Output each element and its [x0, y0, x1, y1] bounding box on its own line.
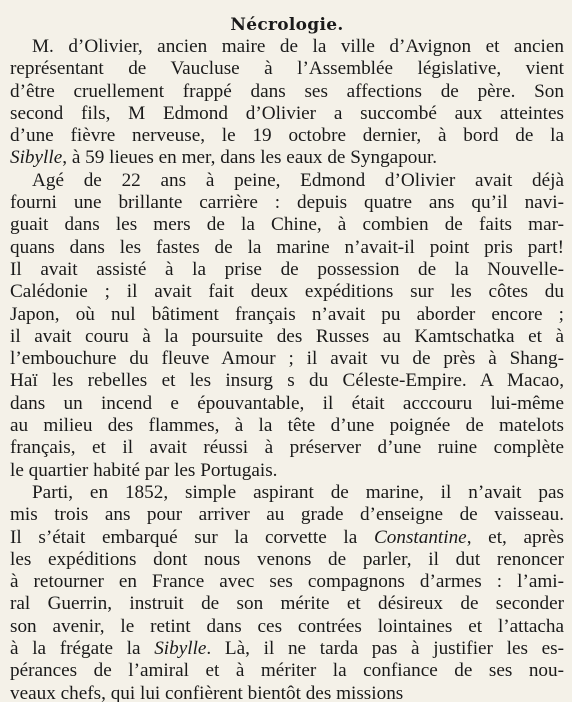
text-line	[10, 281, 564, 303]
text-segment: guait dans les mers de la Chine, à combien de faits mar-	[10, 214, 564, 236]
text-line	[10, 460, 564, 482]
text-segment: Haï les rebelles et les insurg s du Céleste-Empire. A Macao,	[10, 370, 564, 392]
text-line	[10, 660, 564, 682]
text-line	[10, 504, 564, 526]
text-line	[10, 259, 564, 281]
text-segment: M. d’Olivier, ancien maire de la ville d’Avignon et ancien	[32, 36, 564, 57]
text-segment: second fils, M Edmond d’Olivier a succombé aux atteintes	[10, 102, 564, 124]
text-segment: Il s’était embarqué sur la corvette la	[10, 526, 374, 548]
text-line	[10, 348, 564, 370]
text-segment: d’une fièvre nerveuse, le 19 octobre dernier, à bord de la	[10, 125, 564, 147]
text-segment: . Là, il ne tarda pas à justifier les es-	[206, 638, 564, 660]
text-line	[10, 170, 564, 192]
text-segment: à retourner en France avec ses compagnons d’armes : l’ami-	[10, 571, 564, 593]
text-line	[10, 571, 564, 593]
article-paragraph	[10, 170, 564, 482]
text-segment: Parti, en 1852, simple aspirant de marine, il n’avait pas	[32, 481, 564, 503]
text-line	[10, 549, 564, 571]
text-segment: Il avait assisté à la prise de possession de la Nouvelle-	[10, 258, 564, 280]
text-segment: d’être cruellement frappé dans ses affections de père. Son	[10, 80, 564, 102]
text-segment: dans un incend e épouvantable, il était acccouru lui-même	[10, 392, 564, 414]
text-line	[10, 237, 564, 259]
text-line	[10, 326, 564, 348]
text-segment: français, et il avait réussi à préserver d’une ruine complète	[10, 437, 564, 459]
text-segment: Calédonie ; il avait fait deux expéditions sur les côtes du	[10, 281, 564, 303]
text-line	[10, 192, 564, 214]
text-line	[10, 304, 564, 326]
text-segment: son avenir, le retint dans ces contrées lointaines et l’attacha	[10, 615, 564, 637]
text-segment: ral Guerrin, instruit de son mérite et désireux de seconder	[10, 593, 564, 615]
text-line	[10, 58, 564, 80]
text-segment: les expéditions dont nous venons de parler, il dut renoncer	[10, 548, 564, 570]
text-line	[10, 103, 564, 125]
italic-ship-name: Sibylle	[154, 638, 207, 660]
text-segment: fourni une brillante carrière : depuis quatre ans qu’il navi-	[10, 192, 564, 214]
text-line	[10, 125, 564, 147]
text-segment: quans dans les fastes de la marine n’avait-il point pris part!	[10, 236, 564, 258]
article-body	[10, 36, 564, 702]
article-paragraph	[10, 36, 564, 170]
text-line	[10, 593, 564, 615]
text-segment: , et, après	[466, 526, 564, 548]
article-title: Nécrologie.	[230, 15, 344, 35]
text-segment: le quartier habité par les Portugais.	[10, 459, 278, 481]
text-line	[10, 370, 564, 392]
text-line	[10, 616, 564, 638]
text-line	[10, 147, 564, 169]
text-segment: l’embouchure du fleuve Amour ; il avait vu de près à Shang-	[10, 348, 564, 370]
text-line	[10, 683, 564, 702]
text-segment: mis trois ans pour arriver au grade d’enseigne de vaisseau.	[10, 504, 564, 526]
text-segment: il avait couru à la poursuite des Russes au Kamtschatka et à	[10, 325, 564, 347]
text-segment: Japon, où nul bâtiment français n’avait pu aborder encore ;	[10, 303, 564, 325]
text-line	[10, 393, 564, 415]
text-segment: au milieu des flammes, à la tête d’une poignée de matelots	[10, 415, 564, 437]
article-paragraph	[10, 482, 564, 702]
text-line	[10, 415, 564, 437]
text-segment: représentant de Vaucluse à l’Assemblée législative, vient	[10, 58, 564, 80]
text-segment: , à 59 lieues en mer, dans les eaux de Syngapour.	[62, 147, 438, 169]
text-line	[10, 638, 564, 660]
text-line	[10, 81, 564, 103]
text-segment: Agé de 22 ans à peine, Edmond d’Olivier avait déjà	[32, 169, 564, 191]
text-line	[10, 527, 564, 549]
text-line	[10, 437, 564, 459]
text-line	[10, 214, 564, 236]
text-segment: veaux chefs, qui lui confièrent bientôt des missions	[10, 682, 404, 702]
text-line	[10, 36, 564, 58]
italic-ship-name: Sibylle	[10, 147, 63, 169]
text-line	[10, 482, 564, 504]
italic-ship-name: Constantine	[373, 526, 467, 548]
text-segment: pérances de l’amiral et à mériter la confiance de ses nou-	[10, 660, 564, 682]
text-segment: à la frégate la	[10, 638, 155, 660]
